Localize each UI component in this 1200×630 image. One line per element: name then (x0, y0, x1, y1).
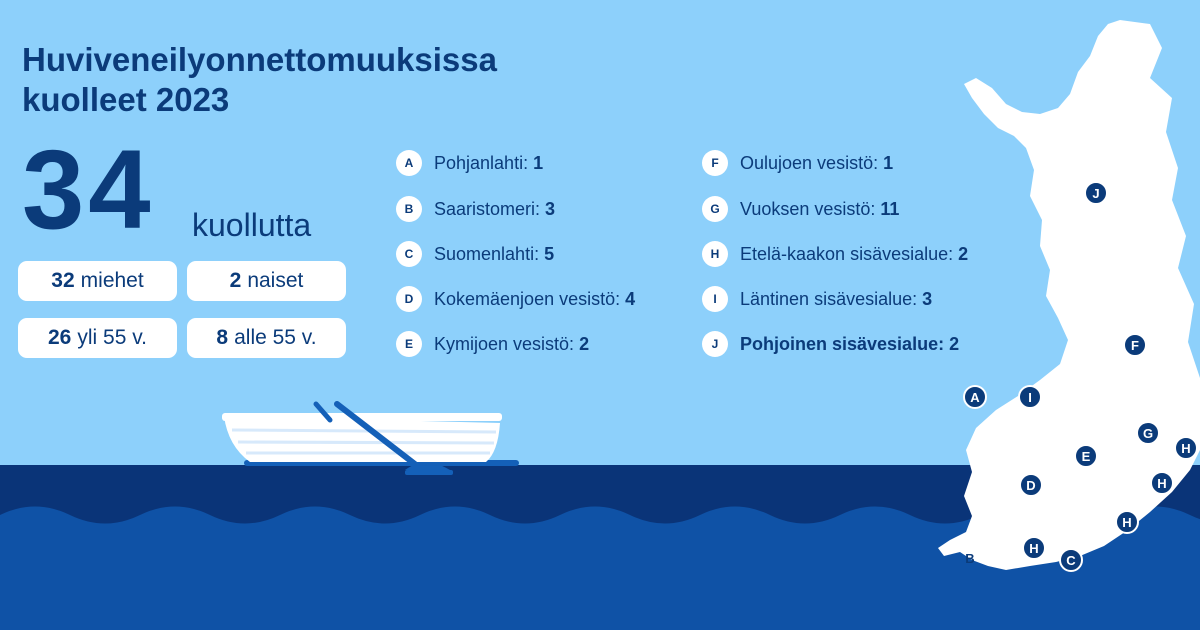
legend-item-i (702, 284, 932, 314)
legend-label-d: Kokemäenjoen vesistö: (434, 288, 621, 309)
map-marker-i: I (1018, 385, 1042, 409)
legend-badge-e: E (396, 331, 422, 357)
legend-label-c: Suomenlahti: (434, 243, 540, 264)
legend-label-j: Pohjoinen sisävesialue: (740, 333, 945, 354)
pill-over-55-value: 26 (48, 326, 72, 349)
legend-item-b (396, 194, 555, 224)
map-marker-a: A (963, 385, 987, 409)
legend-item-h (702, 239, 968, 269)
legend-label-f: Oulujoen vesistö: (740, 152, 879, 173)
map-marker-h-4: H (1022, 536, 1046, 560)
pill-men-label: miehet (80, 269, 144, 292)
legend-item-f (702, 148, 893, 178)
legend-value-i: 3 (922, 288, 933, 309)
title-line-1: Huviveneilyonnettomuuksissa (22, 41, 497, 78)
map-marker-b: B (965, 550, 975, 566)
legend-label-e: Kymijoen vesistö: (434, 333, 575, 354)
legend-badge-i: I (702, 286, 728, 312)
map-marker-h-1: H (1174, 436, 1198, 460)
rowboat-illustration (222, 404, 519, 475)
map-marker-j: J (1084, 181, 1108, 205)
legend-badge-j: J (702, 331, 728, 357)
map-marker-e: E (1074, 444, 1098, 468)
legend-item-d (396, 284, 635, 314)
legend-badge-c: C (396, 241, 422, 267)
legend-label-i: Läntinen sisävesialue: (740, 288, 918, 309)
pill-over-55 (18, 318, 177, 358)
pill-men (18, 261, 177, 301)
pill-women (187, 261, 346, 301)
legend-value-f: 1 (883, 152, 894, 173)
legend-badge-f: F (702, 150, 728, 176)
map-marker-g: G (1136, 421, 1160, 445)
legend-badge-b: B (396, 196, 422, 222)
pill-men-value: 32 (51, 269, 75, 292)
total-deaths-unit: kuollutta (192, 207, 312, 243)
map-marker-h-2: H (1150, 471, 1174, 495)
page-title (22, 40, 622, 120)
legend-value-e: 2 (579, 333, 590, 354)
legend-badge-d: D (396, 286, 422, 312)
pill-under-55-label: alle 55 v. (234, 326, 317, 349)
legend-item-e (396, 329, 589, 359)
legend-badge-a: A (396, 150, 422, 176)
pill-over-55-label: yli 55 v. (77, 326, 147, 349)
legend-value-g: 11 (880, 198, 900, 219)
pill-women-label: naiset (247, 269, 304, 292)
pill-under-55 (187, 318, 346, 358)
legend-label-b: Saaristomeri: (434, 198, 541, 219)
pill-under-55-value: 8 (216, 326, 229, 349)
legend-badge-g: G (702, 196, 728, 222)
legend-label-a: Pohjanlahti: (434, 152, 529, 173)
legend-item-a (396, 148, 543, 178)
title-line-2: kuolleet 2023 (22, 81, 230, 118)
pill-women-value: 2 (229, 269, 242, 292)
map-marker-c: C (1059, 548, 1083, 572)
legend-value-h: 2 (958, 243, 969, 264)
legend-value-j: 2 (949, 333, 960, 354)
legend-label-h: Etelä-kaakon sisävesialue: (740, 243, 954, 264)
map-marker-f: F (1123, 333, 1147, 357)
legend-item-g (702, 194, 899, 224)
legend-item-c (396, 239, 554, 269)
legend-label-g: Vuoksen vesistö: (740, 198, 876, 219)
legend-badge-h: H (702, 241, 728, 267)
legend-value-d: 4 (625, 288, 636, 309)
legend-value-b: 3 (545, 198, 556, 219)
legend-item-j (702, 329, 959, 359)
legend-value-a: 1 (533, 152, 544, 173)
total-deaths-number: 34 (22, 127, 155, 252)
legend-value-c: 5 (544, 243, 555, 264)
map-marker-d: D (1019, 473, 1043, 497)
map-marker-h-3: H (1115, 510, 1139, 534)
